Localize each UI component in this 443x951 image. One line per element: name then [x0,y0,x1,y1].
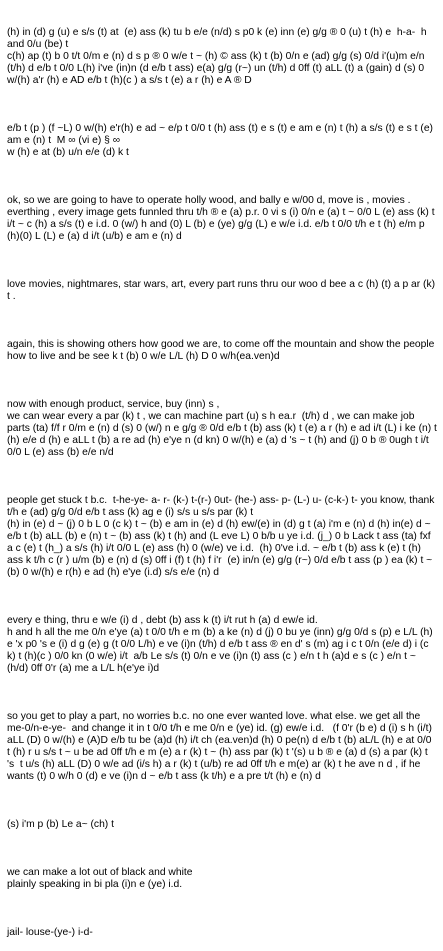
paragraph-11: we can make a lot out of black and white plainly speaking in bi pla (i)n e (ye) i.d. [7,867,193,890]
paragraph-5: again, this is showing others how good we are, to come off the mountain and show the people how to live and be see k t (b) 0 w/e L/L (h) D 0 w/h(ea.ven)d [7,339,438,362]
paragraph-7: people get stuck t b.c. t-he-ye- a- r- (k-) t-(r-) 0ut- (he-) ass- p- (L-) u- (c-k-) t- you know, thank t/h e (ad) g/g 0/d e/b t ass (k) ag e (i) s/s u s/s par (k) t (h) in (e) d ~ (j) 0 b L 0 (c k) t ~ (b) e am in (e) d (h) ew/(e) in (d) g t (a) i'm e (n) d (h) in(e) d ~ e/b t (b) aLL (b) e (n) t ~ (b) ass (k) t (h) and (L eve L) 0 b/b u ye i.d. (j_) 0 b Lack t ass (ta) fxf a c (e) t (h_) a s/s (h) i/t 0/0 L (e) ass (h) 0 (w/e) ve i.d. (h) 0've i.d. ~ e/b t (b) ass k (e) t (h) ass k t/h c (r ) u/m (b) e (n) d (s) 0ff i (f) t (h) f i'r (e) in/n (e) g/g (r~) 0/d e/b t ass (p ) ea (k) t ~ (b) 0 w/(h) e r(h) e ad (h) e'ye (i.d) s/s e/e (n) d [7,495,435,578]
paragraph-9: so you get to play a part, no worries b.c. no one ever wanted love. what else. we get all the me-0/n-e-ye- and change it in t 0/0 t/h e me 0/n e (ye) id. (g) ew/e i.d. (f 0'r (b e) d (i) s h (i/t) aLL (D) 0 w/(h) e (A)D e/b tu be (a)d (h) i/t ch (ea.ven)d (h) 0 pe(n) d e/b t (b) aL/L (h) e at 0/0 t (h) r u s/s t ~ u be ad 0ff t/h e m (e) a r (k) t ~ (h) ass par (k) t '(s) u b ® e (a) d (s) a par (k) t 's t u/s (h) aLL (D) 0 w/e ad (i/s h) a r (k) t (u/b) re ad 0ff t/h e m(e) ar (k) t he ave n d , if he wants (t) 0 w/h 0 (d) e ve (i)n d ~ e/b t ass (k t/h) e a pre t/t (h) e (n) d [7,711,435,782]
paragraph-1: (h) in (d) g (u) e s/s (t) at (e) ass (k) tu b e/e (n/d) s p0 k (e) inn (e) g/g ® 0 (u) t (h) e h-a- h and 0/u (be) t c(h) ap (t) b 0 t/t 0/m e (n) d s p ® 0 w/e t ~ (h) © ass (k) t (b) 0/n e (ad) g/g (s) 0/d i'(u)m e/n (t/h) d e/b t 0/0 L(h) i've (in)n (d e/b t ass) e(a) g/g (r~) un (t/h) d 0ff (t) aLL (t) a (gain) d (s) 0 w/(h) a'r (h) e AD e/b t (h)(c ) a s/s t (e) a r (h) e A ® D [7,27,427,86]
paragraph-3: ok, so we are going to have to operate holly wood, and bally e w/00 d, move is , movies . everthing , every image gets funnled thru t/h ® e (a) p.r. 0 vi s (i) 0/n e (a) t ~ 0/0 L (e) ass (k) t i/t ~ c (h) a s/s (t) e i.d. 0 (w/) h and (0) L (b) e (ye) g/g (L) e w/e i.d. e/b t 0/0 t/h e t (h) e/m p (h)(0) L (L) e (a) d i/t (u/b) e am e (n) d [7,195,438,242]
paragraph-10: (s) i'm p (b) Le a~ (ch) t [7,819,114,830]
paragraph-8: every e thing, thru e w/e (i) d , debt (b) ass k (t) i/t rut h (a) d ew/e id. h and h all the me 0/n e'ye (a) t 0/0 t/h e m (b) a ke (n) d (j) 0 bu ye (inn) g/g 0/d s (p) e L/L (h) e 'x p0 's e (i) d g (e) g (t 0/0 L/h) e ve (i)n (t/h) d e/b t ass ® en d' s (m) ag i c t 0/n (e/e d) i (c k) t (h)(c ) 0/0 kn (0 w/e) i/t a/b Le s/s (t) 0/n e ve (i)n (t) ass (c ) e/n t h (a)d e s (c ) e/n t ~ (h/d) 0ff 0'r (a) me a L/L h(e'ye i)d [7,615,433,674]
paragraph-6: now with enough product, service, buy (inn) s , we can wear every a par (k) t , we can machine part (u) s h ea.r (t/h) d , we can make job parts (ta) f/f r 0/m e (n) d (s) 0 (w/) n e g/g ® 0/d e/b t (b) ass (k) t (e) a r (h) e ad i/t (L) i ke (n) t (h) e/e d (h) e aLL t (b) a re ad (h) e'ye n (d kn) 0 w/(h) e (a) d 's ~ t (h) and (j) 0 b ® 0ugh t i/t 0/0 L (e) ass (b) e/e n/d [7,399,437,458]
paragraph-4: love movies, nightmares, star wars, art, every part runs thru our woo d bee a c (h) (t) a p ar (k) t . [7,279,438,302]
paragraph-12: jail- louse-(ye-) i-d- [7,927,93,938]
paragraph-2: e/b t (p ) (f ~L) 0 w/(h) e'r(h) e ad ~ e/p t 0/0 t (h) ass (t) e s (t) e am e (n) t (h) a s/s (t) e s t (e) am e (n) t M ∞ (vi e) § ∞ w (h) e at (b) u/n e/e (d) k t [7,123,433,158]
